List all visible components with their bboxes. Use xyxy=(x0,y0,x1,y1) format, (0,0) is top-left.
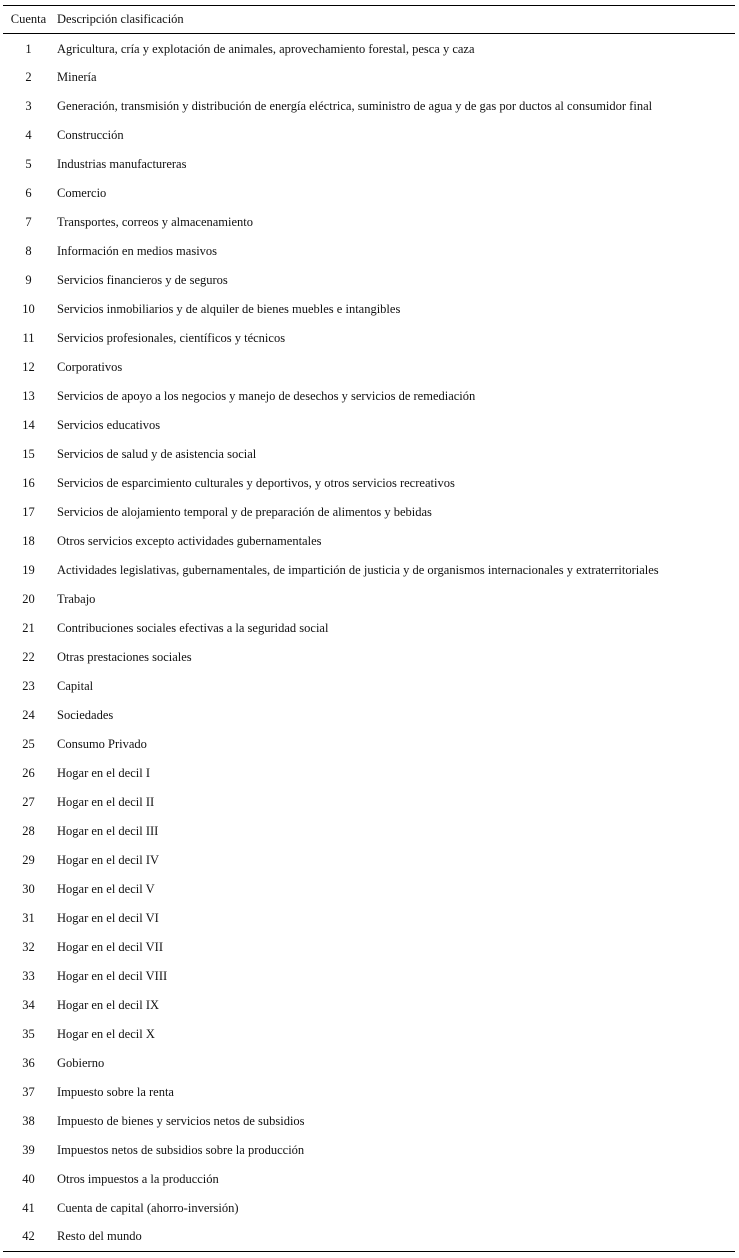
table-row xyxy=(3,411,735,440)
cuenta-description: Servicios de salud y de asistencia social xyxy=(57,446,257,461)
cuenta-number: 37 xyxy=(22,1084,35,1099)
cuenta-number: 39 xyxy=(22,1142,35,1157)
cuenta-description: Transportes, correos y almacenamiento xyxy=(57,214,254,229)
table-row xyxy=(3,150,735,179)
cuenta-number: 16 xyxy=(22,475,35,490)
cuenta-number: 24 xyxy=(22,707,35,722)
cuenta-description: Servicios de alojamiento temporal y de preparación de alimentos y bebidas xyxy=(57,504,432,519)
cuenta-number: 33 xyxy=(22,968,35,983)
cuenta-description: Servicios financieros y de seguros xyxy=(57,272,228,287)
cuenta-description: Capital xyxy=(57,678,94,693)
cuenta-number: 10 xyxy=(22,301,35,316)
table-row xyxy=(3,788,735,817)
table-row xyxy=(3,208,735,237)
cuenta-number: 42 xyxy=(22,1229,35,1244)
table-row xyxy=(3,440,735,469)
table-row xyxy=(3,614,735,643)
table-row xyxy=(3,672,735,701)
cuenta-number: 20 xyxy=(22,591,35,606)
cuenta-description: Actividades legislativas, gubernamentales, de impartición de justicia y de organismos internacionales y extraterritoriales xyxy=(57,562,659,577)
cuenta-description: Servicios educativos xyxy=(57,417,161,432)
cuenta-description: Cuenta de capital (ahorro-inversión) xyxy=(57,1200,239,1215)
table-row xyxy=(3,382,735,411)
cuenta-description: Corporativos xyxy=(57,359,123,374)
table-row xyxy=(3,179,735,208)
cuenta-description: Hogar en el decil I xyxy=(57,765,151,780)
cuenta-number: 14 xyxy=(22,417,35,432)
table-row xyxy=(3,63,735,92)
cuenta-description: Agricultura, cría y explotación de animales, aprovechamiento forestal, pesca y caza xyxy=(57,41,475,56)
cuenta-description: Hogar en el decil II xyxy=(57,794,155,809)
header-descripcion: Descripción clasificación xyxy=(57,12,184,26)
cuenta-description: Hogar en el decil VI xyxy=(57,910,159,925)
cuenta-description: Sociedades xyxy=(57,707,114,722)
cuenta-number: 4 xyxy=(25,127,32,142)
cuenta-number: 21 xyxy=(22,620,35,635)
cuenta-number: 22 xyxy=(22,649,35,664)
cuenta-description: Impuestos netos de subsidios sobre la producción xyxy=(57,1142,305,1157)
cuenta-description: Hogar en el decil IV xyxy=(57,852,160,867)
cuenta-description: Generación, transmisión y distribución de energía eléctrica, suministro de agua y de gas por ductos al consumidor final xyxy=(57,98,653,113)
table-row xyxy=(3,353,735,382)
cuenta-number: 26 xyxy=(22,765,35,780)
cuenta-description: Información en medios masivos xyxy=(57,243,218,258)
cuenta-description: Construcción xyxy=(57,127,124,142)
cuenta-number: 13 xyxy=(22,388,35,403)
cuenta-number: 25 xyxy=(22,736,35,751)
table-row xyxy=(3,585,735,614)
cuenta-number: 11 xyxy=(22,330,35,345)
cuenta-description: Industrias manufactureras xyxy=(57,156,187,171)
cuenta-description: Contribuciones sociales efectivas a la seguridad social xyxy=(57,620,329,635)
cuenta-number: 29 xyxy=(22,852,35,867)
cuenta-number: 9 xyxy=(25,272,32,287)
cuenta-description: Otros impuestos a la producción xyxy=(57,1171,219,1186)
cuenta-number: 15 xyxy=(22,446,35,461)
cuenta-number: 32 xyxy=(22,939,35,954)
cuenta-description: Servicios de apoyo a los negocios y manejo de desechos y servicios de remediación xyxy=(57,388,476,403)
header-row xyxy=(3,6,735,34)
header-cuenta: Cuenta xyxy=(10,12,47,26)
table-row xyxy=(3,1049,735,1078)
cuenta-number: 35 xyxy=(22,1026,35,1041)
table-row xyxy=(3,237,735,266)
cuenta-description: Hogar en el decil V xyxy=(57,881,155,896)
cuenta-number: 18 xyxy=(22,533,35,548)
cuenta-description: Gobierno xyxy=(57,1055,105,1070)
cuenta-description: Comercio xyxy=(57,185,107,200)
table-row xyxy=(3,962,735,991)
table-row xyxy=(3,730,735,759)
table-row xyxy=(3,34,735,63)
classification-table-container xyxy=(3,5,735,1252)
cuenta-description: Otras prestaciones sociales xyxy=(57,649,192,664)
table-row xyxy=(3,1107,735,1136)
table-row xyxy=(3,1078,735,1107)
table-row xyxy=(3,701,735,730)
cuenta-description: Impuesto de bienes y servicios netos de subsidios xyxy=(57,1113,305,1128)
table-row xyxy=(3,933,735,962)
cuenta-description: Impuesto sobre la renta xyxy=(57,1084,174,1099)
cuenta-number: 31 xyxy=(22,910,35,925)
table-body xyxy=(3,34,735,1252)
cuenta-description: Resto del mundo xyxy=(57,1229,142,1244)
table-row xyxy=(3,469,735,498)
table-row xyxy=(3,556,735,585)
table-row xyxy=(3,92,735,121)
cuenta-number: 8 xyxy=(25,243,32,258)
cuenta-description: Trabajo xyxy=(57,591,96,606)
table-row xyxy=(3,759,735,788)
cuenta-number: 28 xyxy=(22,823,35,838)
cuenta-description: Hogar en el decil VII xyxy=(57,939,163,954)
cuenta-number: 7 xyxy=(25,214,32,229)
cuenta-description: Servicios profesionales, científicos y técnicos xyxy=(57,330,286,345)
table-row xyxy=(3,875,735,904)
cuenta-number: 3 xyxy=(25,98,32,113)
table-row xyxy=(3,846,735,875)
cuenta-number: 2 xyxy=(25,69,32,84)
cuenta-number: 23 xyxy=(22,678,35,693)
table-row xyxy=(3,324,735,353)
table-row xyxy=(3,1223,735,1252)
cuenta-description: Hogar en el decil VIII xyxy=(57,968,168,983)
table-row xyxy=(3,295,735,324)
cuenta-number: 5 xyxy=(25,156,32,171)
cuenta-description: Hogar en el decil III xyxy=(57,823,159,838)
table-row xyxy=(3,817,735,846)
table-row xyxy=(3,1194,735,1223)
cuenta-number: 27 xyxy=(22,794,35,809)
cuenta-description: Servicios de esparcimiento culturales y deportivos, y otros servicios recreativos xyxy=(57,475,455,490)
cuenta-description: Servicios inmobiliarios y de alquiler de bienes muebles e intangibles xyxy=(57,301,401,316)
table-row xyxy=(3,991,735,1020)
table-row xyxy=(3,498,735,527)
cuenta-description: Hogar en el decil IX xyxy=(57,997,160,1012)
cuenta-number: 40 xyxy=(22,1171,35,1186)
cuenta-description: Hogar en el decil X xyxy=(57,1026,155,1041)
table-row xyxy=(3,643,735,672)
table-row xyxy=(3,1020,735,1049)
cuenta-number: 17 xyxy=(22,504,35,519)
table-row xyxy=(3,904,735,933)
cuenta-number: 6 xyxy=(25,185,32,200)
cuenta-number: 38 xyxy=(22,1113,35,1128)
table-row xyxy=(3,527,735,556)
table-row xyxy=(3,266,735,295)
table-row xyxy=(3,121,735,150)
classification-table xyxy=(3,5,735,1252)
cuenta-description: Minería xyxy=(57,69,97,84)
cuenta-number: 34 xyxy=(22,997,35,1012)
cuenta-number: 19 xyxy=(22,562,35,577)
table-row xyxy=(3,1165,735,1194)
cuenta-number: 36 xyxy=(22,1055,35,1070)
cuenta-description: Consumo Privado xyxy=(57,736,147,751)
cuenta-description: Otros servicios excepto actividades gubernamentales xyxy=(57,533,322,548)
table-header xyxy=(3,6,735,34)
cuenta-number: 12 xyxy=(22,359,35,374)
table-row xyxy=(3,1136,735,1165)
cuenta-number: 30 xyxy=(22,881,35,896)
cuenta-number: 41 xyxy=(22,1200,35,1215)
cuenta-number: 1 xyxy=(25,41,32,56)
